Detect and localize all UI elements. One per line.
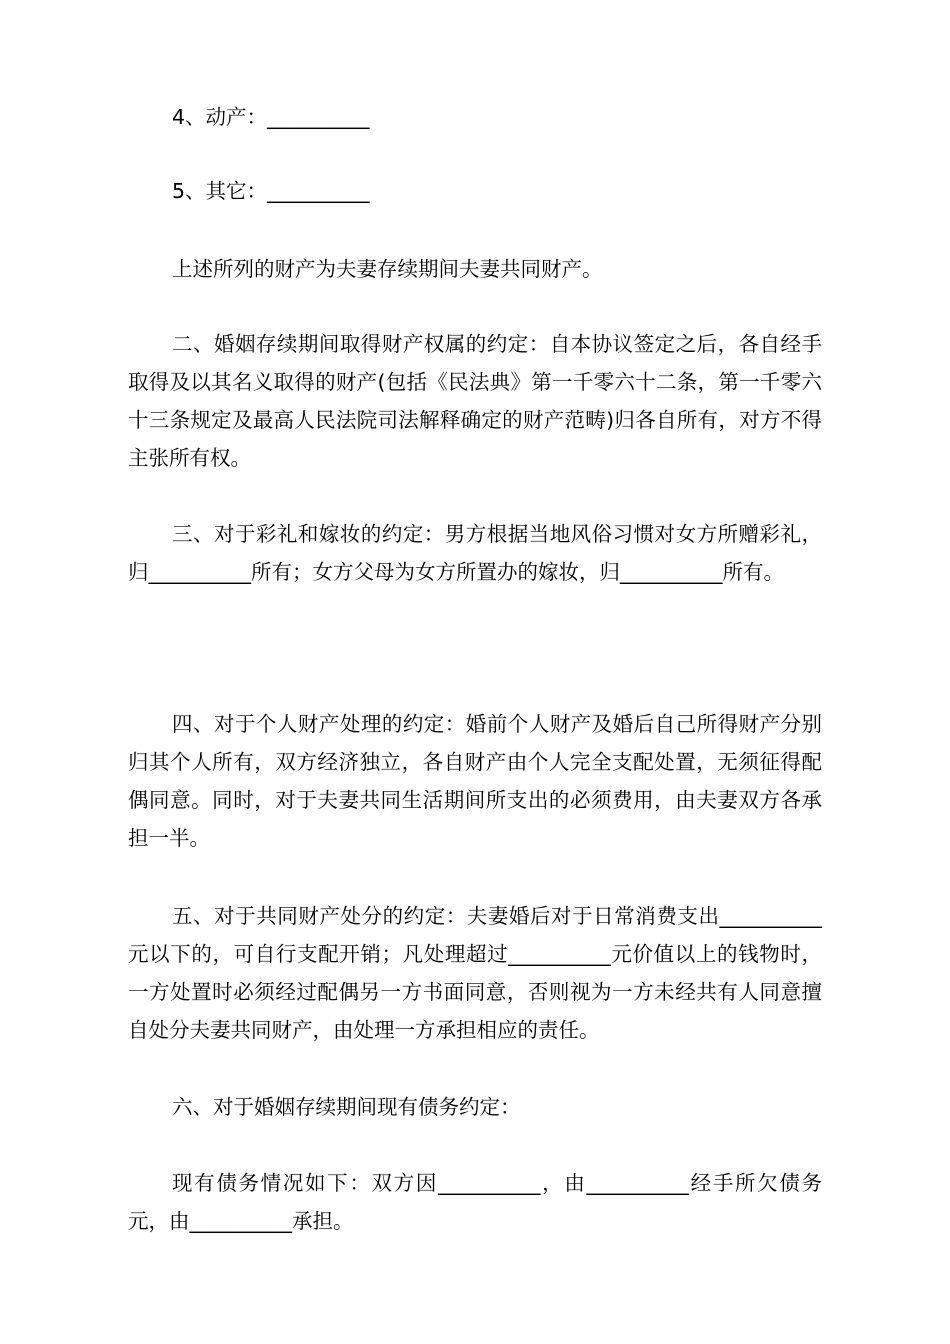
paragraph-section-4: 四、对于个人财产处理的约定：婚前个人财产及婚后自己所得财产分别归其个人所有，双方经济独立，各自财产由个人完全支配处置，无须征得配偶同意。同时，对于夫妻共同生活期间所支出的必须费用，由夫妻双方各承担一半。 bbox=[128, 712, 822, 850]
paragraph-joint-property-statement: 上述所列的财产为夫妻存续期间夫妻共同财产。 bbox=[172, 257, 603, 281]
paragraph-section-6: 六、对于婚姻存续期间现有债务约定： bbox=[172, 1095, 521, 1119]
paragraph-other-property: 5、其它：__________ bbox=[172, 179, 370, 203]
paragraph-section-5: 五、对于共同财产处分的约定：夫妻婚后对于日常消费支出__________元以下的，可自行支配开销；凡处理超过__________元价值以上的钱物时，一方处置时必须经过配偶另一方书面同意，否则视为一方未经共有人同意擅自处分夫妻共同财产，由处理一方承担相应的责任。 bbox=[128, 904, 822, 1042]
paragraph-existing-debts: 现有债务情况如下：双方因__________，由__________经手所欠债务元，由__________承担。 bbox=[128, 1171, 822, 1233]
paragraph-section-3: 三、对于彩礼和嫁妆的约定：男方根据当地风俗习惯对女方所赠彩礼，归__________所有；女方父母为女方所置办的嫁妆，归__________所有。 bbox=[128, 522, 822, 584]
paragraph-movable-property: 4、动产：__________ bbox=[172, 105, 370, 129]
paragraph-section-2: 二、婚姻存续期间取得财产权属的约定：自本协议签定之后，各自经手取得及以其名义取得的财产(包括《民法典》第一千零六十二条，第一千零六十三条规定及最高人民法院司法解释确定的财产范畴)归各自所有，对方不得主张所有权。 bbox=[128, 332, 822, 470]
